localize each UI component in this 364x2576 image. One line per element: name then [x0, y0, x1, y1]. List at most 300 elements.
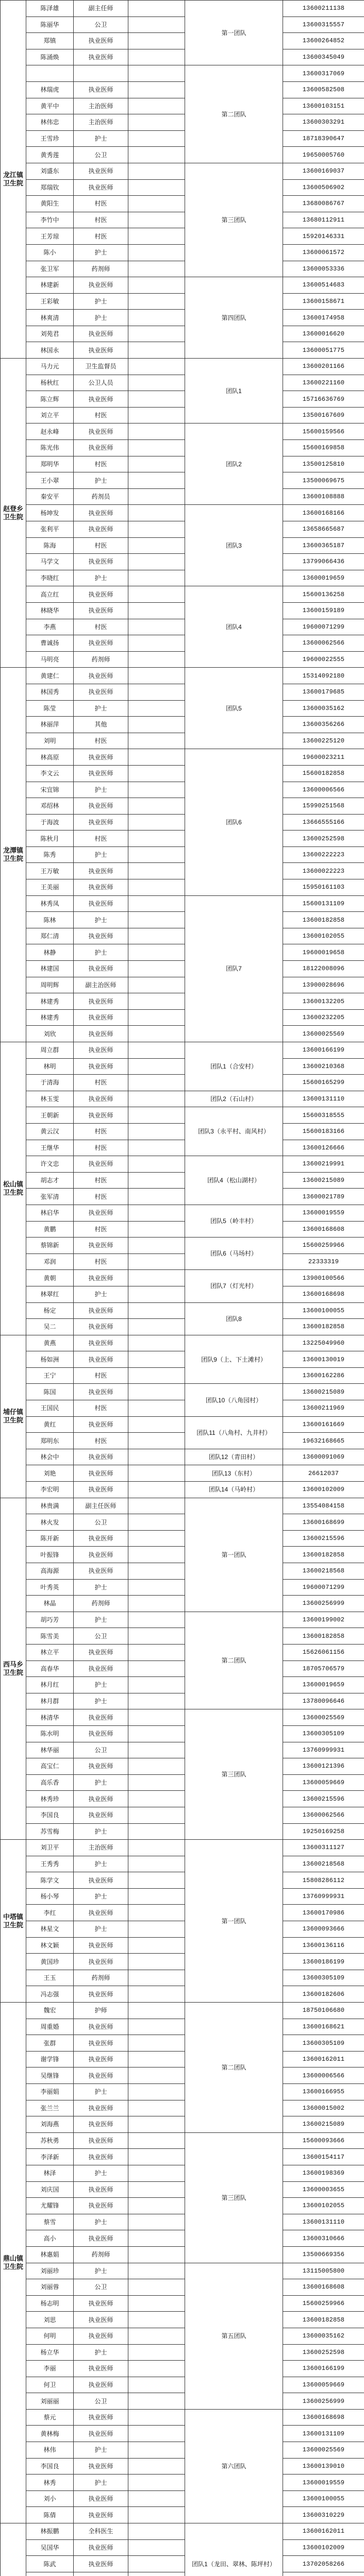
member-name: 陈小 — [26, 244, 74, 261]
blank-cell — [128, 1, 185, 17]
roster-row — [1, 2051, 364, 2067]
member-title: 村医 — [74, 1123, 128, 1140]
phone-number: 13554084158 — [283, 1498, 364, 1514]
phone-number: 13600168621 — [283, 2019, 364, 2035]
member-title: 执业医师 — [74, 1416, 128, 1433]
blank-cell — [128, 1400, 185, 1417]
blank-cell — [128, 2116, 185, 2133]
member-name: 刘庆国 — [26, 2181, 74, 2198]
blank-cell — [128, 586, 185, 603]
roster-row — [1, 635, 364, 652]
member-title: 执业医师 — [74, 179, 128, 196]
phone-number: 13600103151 — [283, 98, 364, 114]
blank-cell — [128, 961, 185, 977]
member-name: 尤耀锋 — [26, 2198, 74, 2214]
member-name: 郑瑞钦 — [26, 179, 74, 196]
blank-cell — [128, 2539, 185, 2556]
blank-cell — [128, 944, 185, 961]
phone-number: 13600102009 — [283, 2539, 364, 2556]
blank-cell — [128, 277, 185, 294]
member-name: 高小 — [26, 2230, 74, 2247]
blank-cell — [128, 977, 185, 993]
roster-row — [1, 895, 364, 912]
member-title: 药剂师 — [74, 1970, 128, 1986]
phone-number: 13600059669 — [283, 2377, 364, 2393]
member-title: 公卫 — [74, 1514, 128, 1531]
member-title: 公卫 — [74, 16, 128, 33]
member-name: 陈武 — [26, 2556, 74, 2572]
roster-row — [1, 1937, 364, 1954]
member-name: 王美丽 — [26, 879, 74, 896]
member-title: 护士 — [74, 1579, 128, 1596]
member-name: 陈开新 — [26, 1530, 74, 1547]
member-name: 于清海 — [26, 1075, 74, 1091]
roster-row — [1, 1302, 364, 1319]
member-name: 杨秋红 — [26, 375, 74, 391]
member-name: 邓润 — [26, 1253, 74, 1270]
roster-row — [1, 863, 364, 879]
phone-number: 13760999931 — [283, 1742, 364, 1758]
team-name: 团队1（龙田、翠林、陈坪村） — [185, 2523, 283, 2576]
roster-row — [1, 2035, 364, 2052]
phone-number: 19600071299 — [283, 1579, 364, 1596]
roster-row — [1, 2084, 364, 2100]
blank-cell — [128, 1856, 185, 1872]
team-name: 第一团队 — [185, 1, 283, 65]
phone-number: 13600100055 — [283, 1302, 364, 1319]
phone-number: 13600019559 — [283, 1205, 364, 1221]
member-name: 陈丽华 — [26, 16, 74, 33]
member-title: 村医 — [74, 1075, 128, 1091]
blank-cell — [128, 1596, 185, 1612]
roster-row — [1, 1367, 364, 1384]
blank-cell — [128, 1075, 185, 1091]
blank-cell — [128, 261, 185, 277]
member-title: 执业医师 — [74, 2507, 128, 2523]
member-name: 杨坤发 — [26, 505, 74, 521]
member-title: 执业医师 — [74, 1530, 128, 1547]
member-name: 林翠红 — [26, 1286, 74, 1302]
roster-row — [1, 49, 364, 65]
blank-cell — [128, 359, 185, 375]
blank-cell — [128, 163, 185, 179]
blank-cell — [128, 2132, 185, 2149]
blank-cell — [128, 1872, 185, 1889]
roster-row — [1, 554, 364, 570]
roster-row — [1, 879, 364, 896]
roster-row — [1, 228, 364, 245]
member-title: 村医 — [74, 831, 128, 847]
roster-row — [1, 212, 364, 228]
member-title: 执业医师 — [74, 1238, 128, 1254]
member-title: 执业医师 — [74, 2361, 128, 2377]
blank-cell — [128, 1367, 185, 1384]
phone-number: 13600051775 — [283, 342, 364, 359]
phone-number: 13600102055 — [283, 928, 364, 944]
phone-number: 13600019559 — [283, 2475, 364, 2491]
member-title: 村医 — [74, 228, 128, 245]
blank-cell — [128, 1058, 185, 1075]
phone-number: 13600179685 — [283, 684, 364, 700]
member-title: 执业医师 — [74, 749, 128, 766]
blank-cell — [128, 831, 185, 847]
member-title: 护士 — [74, 293, 128, 310]
member-title: 药剂员 — [74, 488, 128, 505]
phone-number: 13600019659 — [283, 570, 364, 586]
roster-row — [1, 1791, 364, 1807]
roster-row — [1, 668, 364, 684]
member-title: 护士 — [74, 2165, 128, 2181]
member-name: 王继华 — [26, 1140, 74, 1156]
member-name: 刘小 — [26, 2490, 74, 2507]
roster-row — [1, 1140, 364, 1156]
member-name: 吴二 — [26, 1319, 74, 1335]
blank-cell — [128, 407, 185, 423]
blank-cell — [128, 1547, 185, 1563]
roster-row — [1, 2572, 364, 2576]
roster-row — [1, 1123, 364, 1140]
roster-row — [1, 1888, 364, 1905]
member-name: 林会中 — [26, 1449, 74, 1465]
phone-number: 13600016620 — [283, 326, 364, 342]
roster-row — [1, 2165, 364, 2181]
phone-number: 13600161669 — [283, 1416, 364, 1433]
roster-row — [1, 1384, 364, 1400]
blank-cell — [128, 2051, 185, 2067]
member-name: 林火发 — [26, 1514, 74, 1531]
phone-number: 13600252598 — [283, 831, 364, 847]
blank-cell — [128, 440, 185, 456]
blank-cell — [128, 2279, 185, 2296]
phone-number: 13600162011 — [283, 2051, 364, 2067]
member-title: 护士 — [74, 2263, 128, 2279]
roster-row — [1, 2539, 364, 2556]
phone-number: 13600168166 — [283, 505, 364, 521]
member-title: 执业医师 — [74, 2198, 128, 2214]
member-name: 刘苑君 — [26, 326, 74, 342]
member-name: 黄燕 — [26, 1335, 74, 1351]
team-name: 团队1（合安村） — [185, 1042, 283, 1091]
roster-row — [1, 33, 364, 49]
team-name: 团队9（上、下土滩村） — [185, 1335, 283, 1384]
phone-number: 13600305109 — [283, 2035, 364, 2052]
blank-cell — [128, 717, 185, 733]
blank-cell — [128, 521, 185, 538]
roster-row — [1, 2490, 364, 2507]
blank-cell — [128, 2067, 185, 2084]
institution-name — [1, 2523, 26, 2576]
member-title: 执业医师 — [74, 2295, 128, 2312]
roster-row — [1, 1807, 364, 1823]
team-name: 团队3（永平村、南风村） — [185, 1107, 283, 1156]
blank-cell — [128, 244, 185, 261]
phone-number: 13600232205 — [283, 1009, 364, 1026]
member-title: 护士 — [74, 130, 128, 147]
member-title: 执业医师 — [74, 635, 128, 652]
phone-number: 15600131109 — [283, 895, 364, 912]
member-title: 护士 — [74, 1823, 128, 1840]
roster-row — [1, 1482, 364, 1498]
phone-number: 13680086767 — [283, 196, 364, 212]
roster-row — [1, 2181, 364, 2198]
member-title: 执业医师 — [74, 1644, 128, 1660]
blank-cell — [128, 472, 185, 489]
phone-number: 13600256999 — [283, 1596, 364, 1612]
member-title: 护士 — [74, 310, 128, 326]
phone-number: 13600168699 — [283, 1514, 364, 1531]
member-title: 公卫 — [74, 1742, 128, 1758]
roster-row — [1, 1725, 364, 1742]
phone-number: 13600166955 — [283, 2084, 364, 2100]
blank-cell — [128, 342, 185, 359]
blank-cell — [128, 212, 185, 228]
roster-row — [1, 2116, 364, 2133]
team-name: 团队5 — [185, 668, 283, 749]
blank-cell — [128, 602, 185, 619]
institution-name: 龙潭镇卫生院 — [1, 668, 26, 1042]
blank-cell — [128, 1888, 185, 1905]
roster-row — [1, 1693, 364, 1709]
member-name: 刘丽珍 — [26, 2263, 74, 2279]
member-title: 村医 — [74, 1140, 128, 1156]
blank-cell — [128, 765, 185, 782]
roster-row — [1, 1433, 364, 1449]
roster-row — [1, 651, 364, 668]
member-title — [74, 2572, 128, 2576]
roster-row — [1, 1774, 364, 1791]
phone-number: 13600215596 — [283, 1791, 364, 1807]
member-name: 胡志才 — [26, 1172, 74, 1189]
blank-cell — [128, 1677, 185, 1693]
member-title: 执业医师 — [74, 586, 128, 603]
blank-cell — [128, 1612, 185, 1628]
blank-cell — [128, 2295, 185, 2312]
member-name: 林明 — [26, 1058, 74, 1075]
member-name: 林惠娟 — [26, 2246, 74, 2263]
member-name: 刘思 — [26, 2312, 74, 2328]
roster-row — [1, 944, 364, 961]
roster-row — [1, 2100, 364, 2116]
member-name: 李泽新 — [26, 2149, 74, 2165]
member-name: 马力元 — [26, 359, 74, 375]
blank-cell — [128, 1709, 185, 1726]
roster-row — [1, 619, 364, 635]
phone-number: 13600006566 — [283, 782, 364, 798]
team-name: 第四团队 — [185, 277, 283, 359]
member-name: 王秀秀 — [26, 1856, 74, 1872]
blank-cell — [128, 2084, 185, 2100]
blank-cell — [128, 1954, 185, 1970]
roster-row — [1, 472, 364, 489]
phone-number: 13600059669 — [283, 1774, 364, 1791]
roster-row — [1, 1709, 364, 1726]
phone-number: 13600168698 — [283, 1286, 364, 1302]
blank-cell — [128, 2165, 185, 2181]
member-name: 黄鹏 — [26, 1221, 74, 1238]
member-name: 陈海 — [26, 537, 74, 554]
phone-number: 13600139010 — [283, 2458, 364, 2475]
roster-row — [1, 163, 364, 179]
roster-row — [1, 2393, 364, 2410]
roster-row — [1, 1189, 364, 1205]
phone-number: 13600062566 — [283, 1807, 364, 1823]
roster-row — [1, 342, 364, 359]
phone-number: 13600222223 — [283, 846, 364, 863]
member-name: 林泽 — [26, 2165, 74, 2181]
institution-name: 鼎山镇卫生院 — [1, 2003, 26, 2523]
phone-number: 15314092180 — [283, 668, 364, 684]
blank-cell — [128, 814, 185, 831]
phone-number: 13600003655 — [283, 2181, 364, 2198]
roster-row — [1, 2361, 364, 2377]
blank-cell — [128, 1270, 185, 1286]
member-name: 王万敏 — [26, 863, 74, 879]
blank-cell — [128, 1253, 185, 1270]
member-name: 谢学锋 — [26, 2051, 74, 2067]
roster-row — [1, 2344, 364, 2361]
member-title: 副主任医师 — [74, 1498, 128, 1514]
member-title: 执业医师 — [74, 1384, 128, 1400]
roster-row — [1, 1107, 364, 1124]
roster-row — [1, 1465, 364, 1482]
blank-cell — [128, 1384, 185, 1400]
member-title: 执业医师 — [74, 342, 128, 359]
member-title: 执业医师 — [74, 1058, 128, 1075]
phone-number: 13600091069 — [283, 1449, 364, 1465]
member-name: 林建新 — [26, 277, 74, 294]
phone-number: 15600159566 — [283, 423, 364, 440]
roster-row — [1, 1742, 364, 1758]
blank-cell — [128, 114, 185, 131]
phone-number: 13600218568 — [283, 1856, 364, 1872]
phone-number: 13600198369 — [283, 2165, 364, 2181]
roster-row — [1, 1677, 364, 1693]
member-title: 执业医师 — [74, 1302, 128, 1319]
phone-number: 13600211969 — [283, 1400, 364, 1417]
phone-number: 13702058266 — [283, 2556, 364, 2572]
member-title: 执业医师 — [74, 326, 128, 342]
member-name: 林月红 — [26, 1677, 74, 1693]
roster-row — [1, 1660, 364, 1677]
member-title: 执业医师 — [74, 1547, 128, 1563]
member-title: 主治医师 — [74, 1840, 128, 1856]
member-title: 护士 — [74, 2475, 128, 2491]
roster-row — [1, 700, 364, 717]
phone-number: 13500669356 — [283, 2246, 364, 2263]
phone-number: 15950161103 — [283, 879, 364, 896]
member-title: 执业医师 — [74, 1205, 128, 1221]
phone-number: 13600345049 — [283, 49, 364, 65]
roster-row — [1, 831, 364, 847]
blank-cell — [128, 798, 185, 815]
member-name: 黄朝 — [26, 1270, 74, 1286]
blank-cell — [128, 1823, 185, 1840]
phone-number: 13600264852 — [283, 33, 364, 49]
member-title: 药剂师 — [74, 1596, 128, 1612]
roster-row — [1, 1872, 364, 1889]
member-name: 林秀珍 — [26, 1791, 74, 1807]
phone-number: 15600169858 — [283, 440, 364, 456]
member-title: 公卫 — [74, 147, 128, 163]
phone-number: 19600071299 — [283, 619, 364, 635]
roster-row — [1, 293, 364, 310]
phone-number: 13600131110 — [283, 2214, 364, 2230]
member-title: 执业医师 — [74, 1807, 128, 1823]
phone-number: 13666555166 — [283, 814, 364, 831]
blank-cell — [128, 1921, 185, 1938]
member-name: 郑明东 — [26, 1433, 74, 1449]
roster-row — [1, 2523, 364, 2540]
member-name: 王朝新 — [26, 1107, 74, 1124]
roster-row — [1, 2132, 364, 2149]
blank-cell — [128, 65, 185, 82]
blank-cell — [128, 2019, 185, 2035]
roster-row — [1, 1205, 364, 1221]
blank-cell — [128, 2181, 185, 2198]
blank-cell — [128, 879, 185, 896]
member-title: 护士 — [74, 912, 128, 928]
blank-cell — [128, 570, 185, 586]
roster-row — [1, 1758, 364, 1775]
roster-row — [1, 391, 364, 408]
member-title: 执业医师 — [74, 440, 128, 456]
phone-number: 13600182606 — [283, 1986, 364, 2003]
member-title: 执业医师 — [74, 1482, 128, 1498]
roster-row — [1, 2442, 364, 2459]
member-title: 村医 — [74, 537, 128, 554]
phone-number: 13600166199 — [283, 1042, 364, 1059]
member-name: 李文云 — [26, 765, 74, 782]
member-name: 郑镇 — [26, 33, 74, 49]
member-title: 村医 — [74, 1221, 128, 1238]
roster-row — [1, 570, 364, 586]
blank-cell — [128, 1449, 185, 1465]
phone-number: 19632168665 — [283, 1433, 364, 1449]
phone-number: 13600365187 — [283, 537, 364, 554]
phone-number: 15600259966 — [283, 1238, 364, 1254]
member-title: 副主治医师 — [74, 977, 128, 993]
team-name: 团队10（八角园村） — [185, 1384, 283, 1416]
member-title: 村医 — [74, 212, 128, 228]
member-title: 护士 — [74, 1774, 128, 1791]
member-title: 执业医师 — [74, 2556, 128, 2572]
member-name: 宋宜锦 — [26, 782, 74, 798]
blank-cell — [128, 537, 185, 554]
roster-row — [1, 2377, 364, 2393]
phone-number: 13500167609 — [283, 407, 364, 423]
member-title: 主治医师 — [74, 98, 128, 114]
roster-row — [1, 196, 364, 212]
member-title: 执业医师 — [74, 1709, 128, 1726]
member-name: 黄林梅 — [26, 2426, 74, 2442]
member-name: 林星文 — [26, 1921, 74, 1938]
blank-cell — [128, 1791, 185, 1807]
blank-cell — [128, 928, 185, 944]
member-name: 林伟 — [26, 2442, 74, 2459]
phone-number: 18718390647 — [283, 130, 364, 147]
team-name: 团队6（马场村） — [185, 1238, 283, 1270]
team-name: 第二团队 — [185, 2003, 283, 2133]
member-name: 蔡锦新 — [26, 1238, 74, 1254]
phone-number: 13600035162 — [283, 2328, 364, 2344]
phone-number — [283, 2572, 364, 2576]
phone-number: 13600219991 — [283, 1156, 364, 1173]
member-name: 陈光伟 — [26, 440, 74, 456]
member-name: 王小翠 — [26, 472, 74, 489]
phone-number: 13600305109 — [283, 1970, 364, 1986]
phone-number: 13600210368 — [283, 1058, 364, 1075]
blank-cell — [128, 98, 185, 114]
